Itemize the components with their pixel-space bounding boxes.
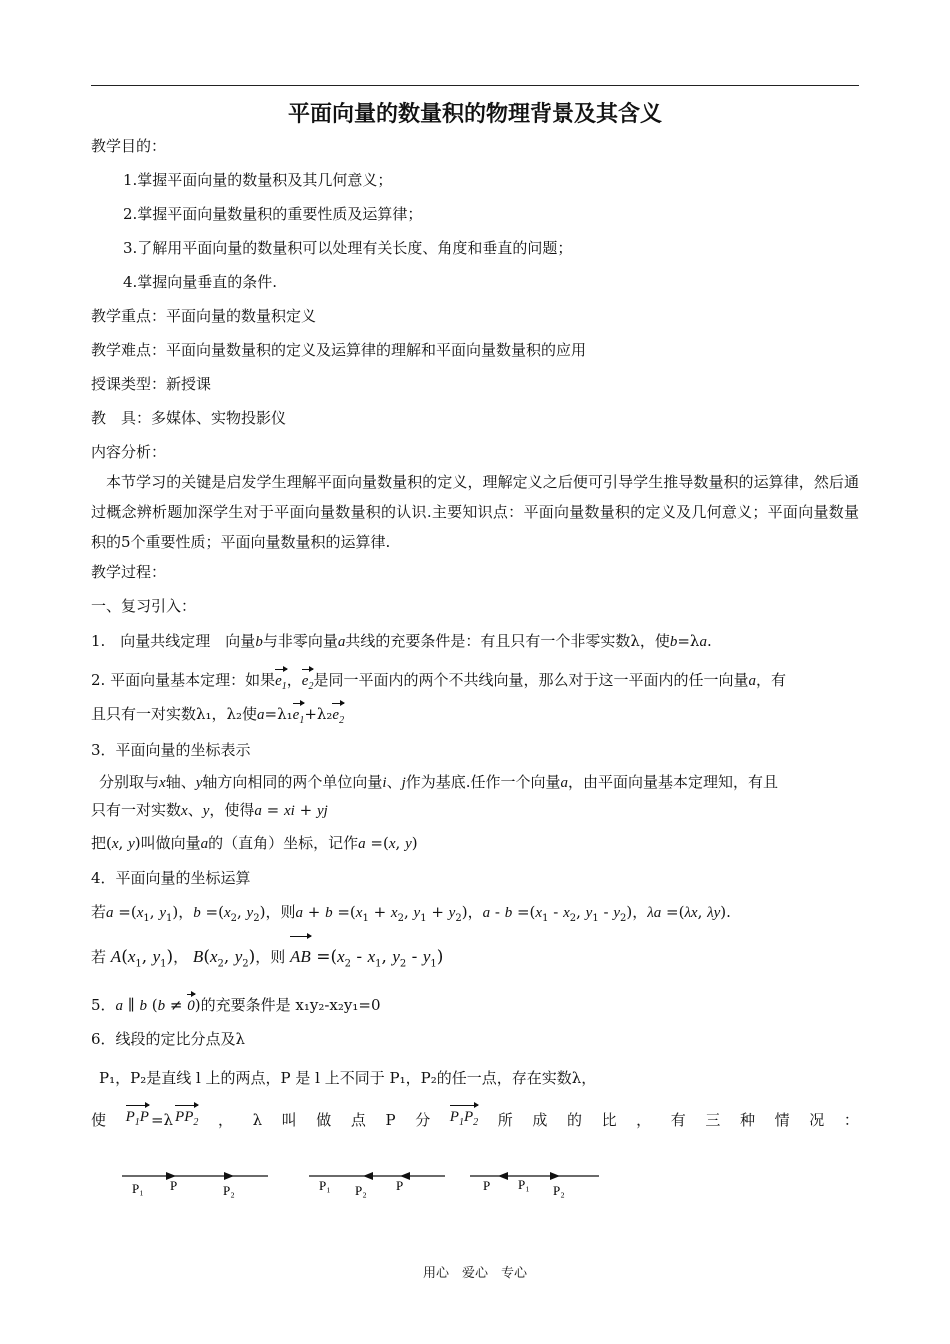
review-heading: 一、复习引入： — [91, 597, 197, 615]
lesson-type: 授课类型：新授课 — [91, 375, 212, 393]
division-heading: 6．线段的定比分点及λ — [91, 1030, 246, 1048]
key-point: 教学重点：平面向量的数量积定义 — [91, 307, 317, 325]
division-line1: P₁，P₂是直线 l 上的两点，P 是 l 上不同于 P₁，P₂的任一点，存在实数λ， — [99, 1069, 597, 1087]
aim-item-1: 1.掌握平面向量的数量积及其几何意义； — [123, 171, 393, 189]
collinear-theorem: 1. 向量共线定理 向量b与非零向量a共线的充要条件是：有且只有一个非零实数λ，使b=λa. — [91, 632, 712, 650]
division-diagram-external-1 — [305, 1160, 450, 1200]
label-p1: P₁ — [319, 1178, 331, 1193]
label-p: P — [483, 1178, 491, 1193]
header-rule — [91, 85, 859, 86]
difficulty: 教学难点：平面向量数量积的定义及运算律的理解和平面向量数量积的应用 — [91, 341, 587, 359]
process-heading: 教学过程： — [91, 563, 167, 581]
coord-line3: 把(x, y)叫做向量a的（直角）坐标，记作a =(x, y) — [91, 834, 418, 852]
page-title: 平面向量的数量积的物理背景及其含义 — [287, 102, 662, 127]
coord-heading: 3．平面向量的坐标表示 — [91, 741, 251, 759]
aim-item-2: 2.掌握平面向量数量积的重要性质及运算律； — [123, 205, 423, 223]
label-p1: P₁ — [132, 1181, 144, 1196]
coord-line2: 只有一对实数x、y，使得a = xi + yj — [91, 801, 328, 819]
coord-ops-heading: 4．平面向量的坐标运算 — [91, 869, 251, 887]
analysis-heading: 内容分析： — [91, 443, 167, 461]
aim-item-4: 4.掌握向量垂直的条件. — [123, 273, 278, 291]
label-p: P — [170, 1178, 178, 1193]
division-line2: 使 $P_1P$ =λ $PP_2$ ， λ 叫 做 点 P 分 $P_1P_2$ 所 成 的 比 ， 有 三 种 情 况 ： — [91, 1107, 859, 1133]
coord-ops-line2: 若 $A(x_1$, $y_1$)， $B(x_2$, $y_2$)，则 AB $=(x_2 - x_1$, $y_2 - y_1$) — [91, 938, 443, 983]
label-p2: P₂ — [223, 1183, 235, 1198]
label-p: P — [396, 1178, 404, 1193]
aim-item-3: 3.了解用平面向量的数量积可以处理有关长度、角度和垂直的问题； — [123, 239, 573, 257]
page-footer: 用心 爱心 专心 — [422, 1266, 527, 1281]
vector-p1p2: $P_1P_2$ — [450, 1107, 478, 1133]
parallel-condition: 5．a ∥ b (b ≠ 0)的充要条件是 x₁y₂-x₂y₁=0 — [91, 996, 381, 1014]
basic-theorem-line1: 2. 平面向量基本定理：如果$e_1$，$e_2$是同一平面内的两个不共线向量，那么对于这一平面内的任一向量a，有 — [91, 670, 786, 697]
basic-theorem-line2: 且只有一对实数λ₁，λ₂使$a=\lambda_1e_1+\lambda_2e_2$ — [91, 704, 344, 731]
coord-ops-line1: 若$a =(x_1$, $y_1$)，$b =(x_2$, $y_2$)，则$a + b =(x_1 + x_2$, $y_1 + y_2$)，$a - b =(x_1 - x_2$, $y_1 - y_2$)，λa =(λx, λy). — [91, 903, 731, 924]
label-p2: P₂ — [553, 1183, 565, 1198]
division-diagram-internal — [118, 1160, 273, 1200]
coord-line1: 分别取与x轴、y轴方向相同的两个单位向量i、j作为基底.任作一个向量a，由平面向量基本定理知，有且 — [99, 773, 779, 791]
division-diagram-external-2 — [466, 1160, 604, 1200]
aims-heading: 教学目的： — [91, 137, 167, 155]
analysis-body: 本节学习的关键是启发学生理解平面向量数量积的定义，理解定义之后便可引导学生推导数量积的运算律，然后通过概念辨析题加深学生对于平面向量数量积的认识.主要知识点：平面向量数量积的定义及几何意义；平面向量数量积的5个重要性质；平面向量数量积的运算律. — [91, 473, 859, 551]
label-p2: P₂ — [355, 1183, 367, 1198]
label-p1: P₁ — [518, 1177, 530, 1192]
tools: 教 具：多媒体、实物投影仪 — [91, 409, 287, 427]
